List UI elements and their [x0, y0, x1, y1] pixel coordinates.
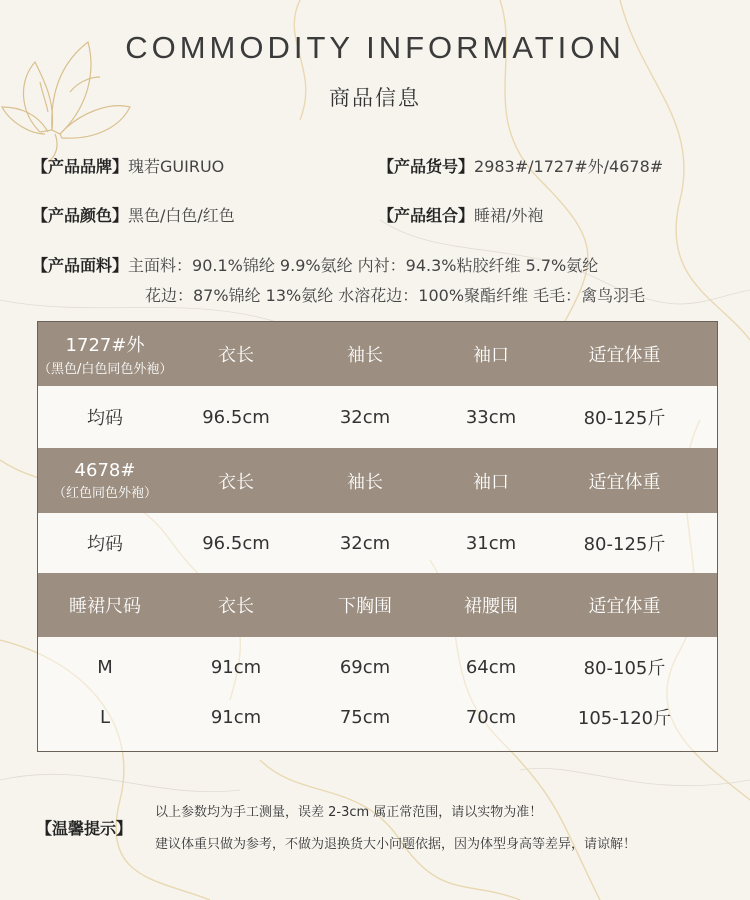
fabric-info-line-2 — [145, 283, 645, 306]
header-cell: 裙腰围 — [464, 596, 518, 617]
header-cell: 适宜体重 — [588, 596, 661, 617]
set-value: 睡裙/外袍 — [474, 206, 544, 225]
set-label: 【产品组合】 — [378, 206, 475, 225]
header-cell: 下胸围 — [338, 596, 392, 617]
color-info — [32, 203, 235, 226]
table-cell: 70cm — [465, 706, 517, 728]
header-cell: 衣长 — [218, 596, 254, 617]
table-cell: 96.5cm — [202, 532, 270, 554]
table-cell: 75cm — [339, 706, 391, 728]
table-cell: 31cm — [465, 532, 517, 554]
table-cell: 33cm — [465, 406, 517, 428]
header-cell — [38, 322, 172, 386]
table-cell: 均码 — [87, 534, 123, 555]
tip-line-2: 建议体重只做为参考，不做为退换货大小问题依据，因为体型身高等差异，请谅解！ — [155, 837, 637, 852]
header-cell: 睡裙尺码 — [69, 596, 141, 617]
table-cell: 32cm — [339, 532, 391, 554]
header-cell: 袖口 — [473, 471, 509, 493]
header-cell-title: 1727#外 — [65, 335, 145, 356]
table-cell: 64cm — [465, 656, 517, 678]
table-cell: 80-125斤 — [583, 408, 666, 429]
table-header-row — [38, 322, 717, 386]
table-cell: M — [97, 656, 113, 678]
table-row — [38, 513, 717, 573]
table-cell: 105-120斤 — [577, 708, 672, 729]
item-no-value: 2983#/1727#外/4678# — [474, 157, 664, 176]
header-cell: 袖口 — [473, 345, 509, 366]
header-cell-subtitle: （红色同色外袍） — [52, 486, 157, 501]
fabric-info — [32, 253, 598, 276]
brand-info — [32, 154, 224, 177]
title-english: COMMODITY INFORMATION — [125, 30, 625, 65]
header-cell: 袖长 — [347, 345, 383, 366]
table-cell: 80-125斤 — [583, 534, 666, 555]
header-cell: 衣长 — [218, 471, 254, 493]
table-cell: 均码 — [87, 408, 123, 429]
table-cell: 80-105斤 — [583, 658, 666, 679]
item-no-label: 【产品货号】 — [378, 157, 475, 176]
fabric-label: 【产品面料】 — [32, 256, 129, 275]
header-cell: 袖长 — [347, 471, 383, 493]
table-header-row — [38, 573, 717, 637]
table-header-row — [38, 448, 717, 513]
header-cell-subtitle: （黑色/白色同色外袍） — [38, 362, 173, 377]
table-row — [38, 642, 717, 692]
size-table — [37, 321, 718, 752]
color-value: 黑色/白色/红色 — [128, 206, 235, 225]
tip-line-1: 以上参数均为手工测量，误差 2-3cm 属正常范围，请以实物为准！ — [155, 805, 543, 820]
item-no-info — [378, 154, 663, 177]
header-cell: 适宜体重 — [588, 345, 661, 366]
title-chinese: 商品信息 — [329, 86, 421, 110]
table-cell: L — [99, 706, 111, 728]
table-cell: 32cm — [339, 406, 391, 428]
fabric-line-2: 花边：87%锦纶 13%氨纶 水溶花边：100%聚酯纤维 毛毛：禽鸟羽毛 — [145, 286, 646, 305]
header-cell: 适宜体重 — [588, 471, 661, 493]
table-cell: 91cm — [210, 706, 262, 728]
table-cell: 69cm — [339, 656, 391, 678]
brand-value: 瑰若GUIRUO — [128, 157, 225, 176]
set-info — [378, 203, 543, 226]
table-row — [38, 692, 717, 742]
brand-label: 【产品品牌】 — [32, 157, 129, 176]
table-row — [38, 386, 717, 448]
tips-label: 【温馨提示】 — [36, 819, 133, 838]
color-label: 【产品颜色】 — [32, 206, 129, 225]
header-cell — [38, 448, 172, 513]
header-cell-title: 4678# — [74, 460, 136, 481]
table-cell: 91cm — [210, 656, 262, 678]
table-cell: 96.5cm — [202, 406, 270, 428]
header-cell: 衣长 — [218, 345, 254, 366]
fabric-line-1: 主面料：90.1%锦纶 9.9%氨纶 内衬：94.3%粘胶纤维 5.7%氨纶 — [128, 256, 599, 275]
